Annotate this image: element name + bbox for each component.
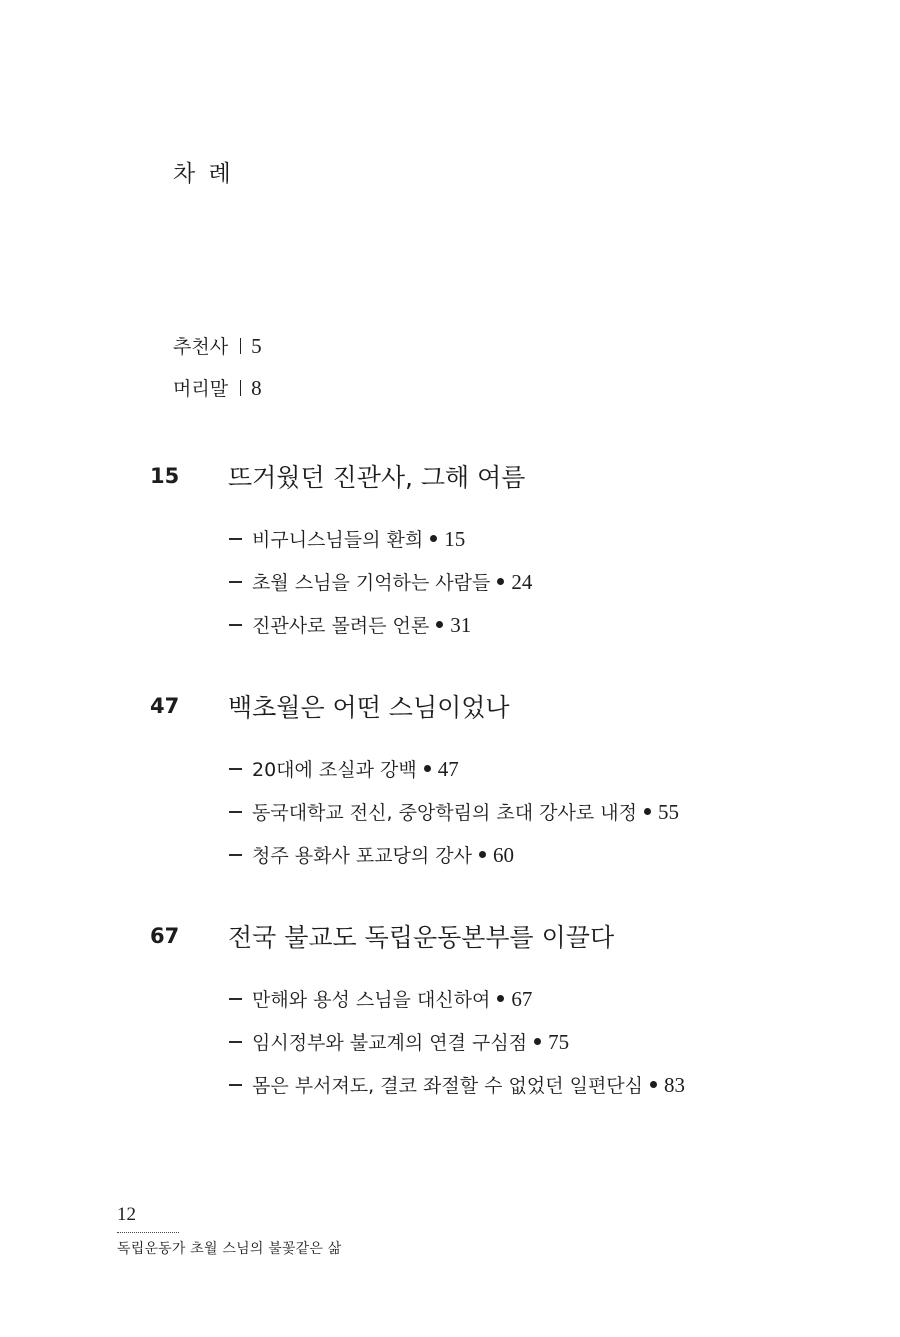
- front-matter-list: [173, 330, 573, 414]
- bullet-icon: [436, 621, 443, 628]
- section-entry: [229, 524, 900, 567]
- dash-mark: [229, 998, 242, 1000]
- section-entry: [229, 610, 900, 653]
- section-title: 동국대학교 전신, 중앙학림의 초대 강사로 내정: [252, 802, 637, 824]
- chapter-heading: [0, 918, 900, 968]
- section-entry: [229, 1070, 900, 1113]
- chapter-page-number: 67: [150, 924, 180, 948]
- vertical-bar-separator: [240, 338, 241, 354]
- section-title: 초월 스님을 기억하는 사람들: [252, 572, 491, 594]
- footer-dotted-rule: [117, 1232, 179, 1233]
- section-page: 15: [444, 527, 466, 551]
- bullet-icon: [650, 1081, 657, 1088]
- footer-book-title: 독립운동가 초월 스님의 불꽃같은 삶: [117, 1241, 342, 1257]
- chapter-title: 뜨거웠던 진관사, 그해 여름: [228, 463, 526, 492]
- bullet-icon: [497, 578, 504, 585]
- section-title: 20대에 조실과 강백: [252, 759, 417, 781]
- chapter-title: 전국 불교도 독립운동본부를 이끌다: [228, 923, 615, 952]
- dash-mark: [229, 581, 242, 583]
- chapter-page-number: 15: [150, 464, 180, 488]
- front-matter-page: 8: [251, 376, 262, 400]
- bullet-icon: [644, 808, 651, 815]
- section-page: 83: [664, 1073, 686, 1097]
- bullet-icon: [479, 851, 486, 858]
- section-page: 60: [493, 843, 515, 867]
- section-list: [229, 984, 900, 1113]
- section-page: 55: [657, 800, 679, 824]
- bullet-icon: [430, 535, 437, 542]
- page-title: 차 례: [173, 161, 234, 187]
- section-entry: [229, 840, 900, 883]
- front-matter-label: 추천사: [173, 336, 229, 358]
- section-page: 24: [511, 570, 533, 594]
- section-list: [229, 524, 900, 653]
- section-entry: [229, 1027, 900, 1070]
- footer-page-number: 12: [117, 1204, 136, 1225]
- dash-mark: [229, 768, 242, 770]
- section-title: 진관사로 몰려든 언론: [252, 615, 430, 637]
- front-matter-item: [173, 372, 573, 414]
- chapter-heading: [0, 458, 900, 508]
- dash-mark: [229, 854, 242, 856]
- section-title: 몸은 부서져도, 결코 좌절할 수 없었던 일편단심: [252, 1075, 644, 1097]
- chapter-block: [0, 918, 900, 1113]
- section-entry: [229, 984, 900, 1027]
- section-page: 31: [450, 613, 472, 637]
- vertical-bar-separator: [240, 380, 241, 396]
- dash-mark: [229, 538, 242, 540]
- chapter-title: 백초월은 어떤 스님이었나: [228, 693, 510, 722]
- section-entry: [229, 754, 900, 797]
- bullet-icon: [534, 1038, 541, 1045]
- bullet-icon: [424, 765, 431, 772]
- chapter-heading: [0, 688, 900, 738]
- section-page: 47: [437, 757, 459, 781]
- section-page: 67: [511, 987, 533, 1011]
- front-matter-page: 5: [251, 334, 262, 358]
- section-title: 임시정부와 불교계의 연결 구심점: [252, 1032, 528, 1054]
- section-title: 만해와 용성 스님을 대신하여: [252, 989, 491, 1011]
- dash-mark: [229, 1041, 242, 1043]
- bullet-icon: [497, 995, 504, 1002]
- section-entry: [229, 797, 900, 840]
- section-list: [229, 754, 900, 883]
- chapter-block: [0, 688, 900, 883]
- front-matter-label: 머리말: [173, 378, 229, 400]
- front-matter-item: [173, 330, 573, 372]
- chapter-page-number: 47: [150, 694, 180, 718]
- dash-mark: [229, 1084, 242, 1086]
- section-entry: [229, 567, 900, 610]
- dash-mark: [229, 811, 242, 813]
- section-title: 비구니스님들의 환희: [252, 529, 424, 551]
- section-title: 청주 용화사 포교당의 강사: [252, 845, 473, 867]
- chapter-block: [0, 458, 900, 653]
- section-page: 75: [548, 1030, 570, 1054]
- dash-mark: [229, 624, 242, 626]
